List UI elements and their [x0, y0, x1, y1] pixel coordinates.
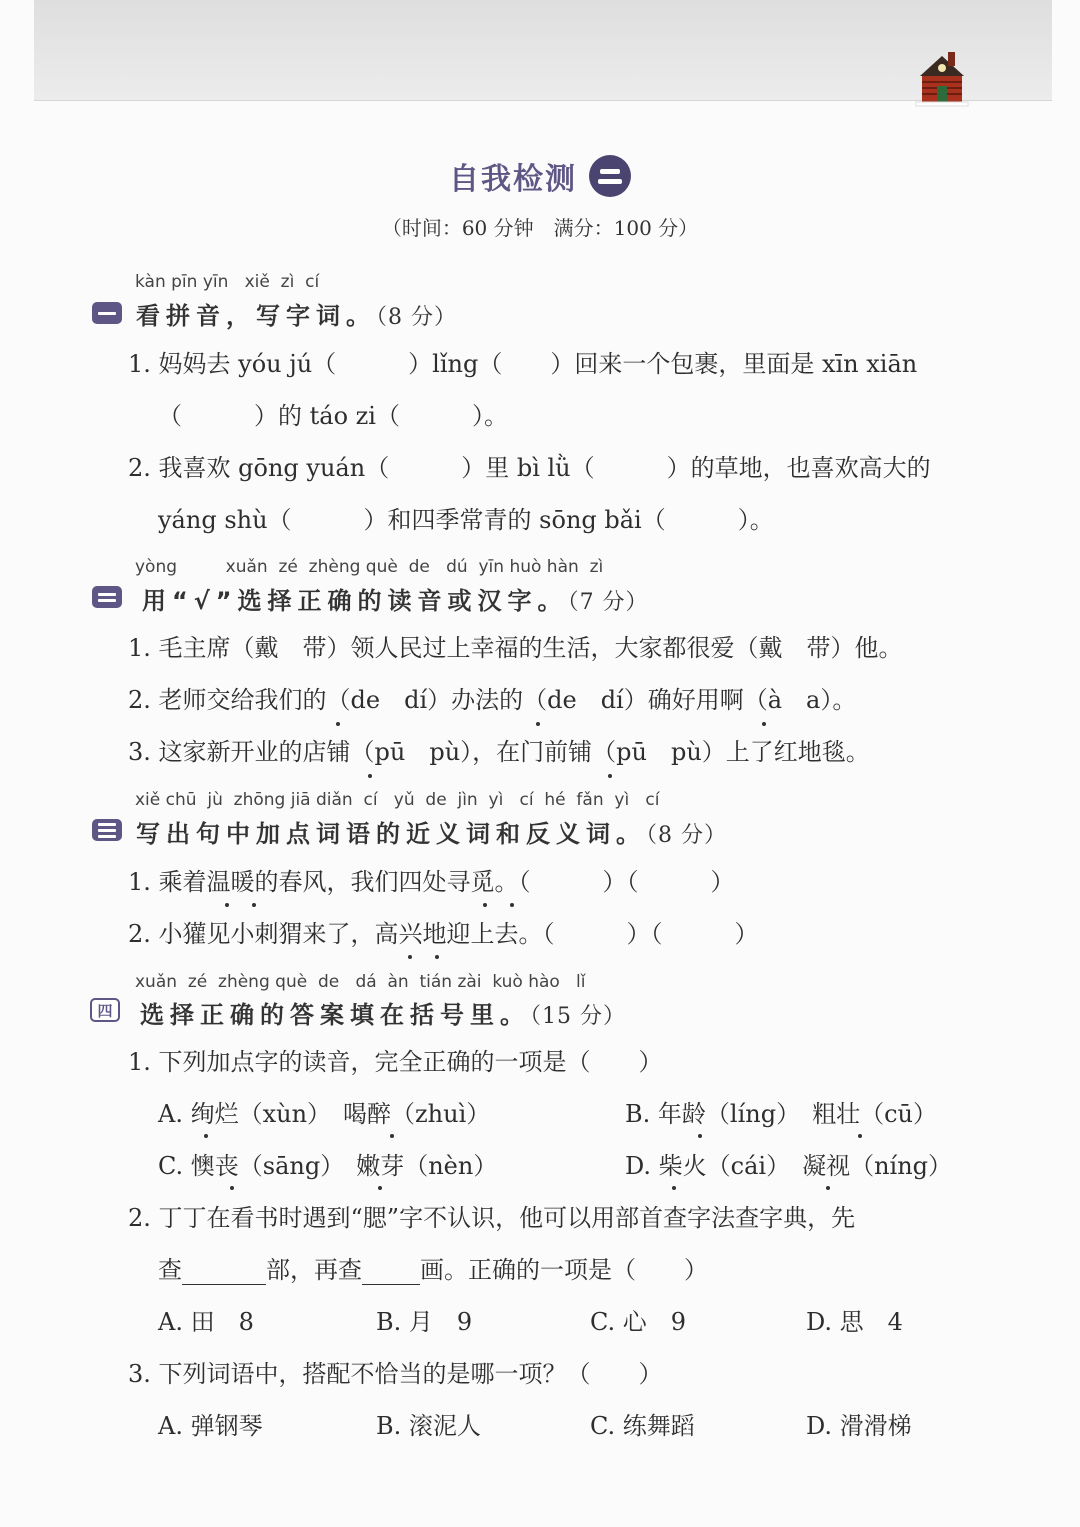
emphasis-dot: [826, 1186, 830, 1190]
s4-q3-option-d: D. 滑滑梯: [806, 1412, 912, 1440]
section2-number-icon: [92, 586, 122, 608]
section4-pinyin: xuǎn zé zhèng què de dá àn tián zài kuò hào lǐ: [135, 972, 586, 992]
s4-q3-option-b: B. 滚泥人: [376, 1412, 481, 1440]
answer-blank[interactable]: [182, 1260, 266, 1285]
emphasis-dot: [390, 1134, 394, 1138]
s2-question-1: 1. 毛主席（戴 带）领人民过上幸福的生活，大家都很爱（戴 带）他。: [128, 634, 903, 662]
emphasis-dot: [536, 722, 540, 726]
header-band: [34, 0, 1052, 101]
s4-q2-option-c: C. 心 9: [590, 1308, 687, 1336]
emphasis-dot: [762, 722, 766, 726]
emphasis-dot: [510, 903, 514, 907]
s2-question-2: 2. 老师交给我们的（de dí）办法的（de dí）确好用啊（à a）。: [128, 686, 857, 714]
s1-question-1-line-2: （ ）的 táo zi（ ）。: [158, 402, 508, 430]
s4-q1-option-b: B. 年龄（líng） 粗壮（cū）: [625, 1100, 937, 1128]
page-title: [0, 150, 1080, 202]
section1-pinyin: kàn pīn yīn xiě zì cí: [135, 272, 320, 292]
section1-heading: 看拼音，写字词。（8 分）: [136, 302, 457, 330]
exam-info: （时间：60 分钟 满分：100 分）: [381, 216, 699, 240]
title-text: 自我检测: [449, 162, 577, 197]
section3-heading: 写出句中加点词语的近义词和反义词。（8 分）: [136, 820, 727, 848]
section3-number-icon: [92, 819, 122, 841]
section2-heading: 用“√”选择正确的读音或汉字。（7 分）: [142, 587, 649, 615]
number-two-badge: [589, 155, 631, 197]
emphasis-dot: [608, 774, 612, 778]
s1-question-1-line-1: 1. 妈妈去 yóu jú（ ）lǐng（ ）回来一个包裹，里面是 xīn xiān: [128, 350, 918, 378]
emphasis-dot: [225, 903, 229, 907]
emphasis-dot: [483, 903, 487, 907]
house-icon: [914, 48, 970, 108]
s4-q3-option-c: C. 练舞蹈: [590, 1412, 695, 1440]
s4-q3-option-a: A. 弹钢琴: [158, 1412, 263, 1440]
emphasis-dot: [408, 955, 412, 959]
emphasis-dot: [230, 1186, 234, 1190]
emphasis-dot: [672, 1186, 676, 1190]
emphasis-dot: [858, 1134, 862, 1138]
s1-question-2-line-1: 2. 我喜欢 gōng yuán（ ）里 bì lǜ（ ）的草地，也喜欢高大的: [128, 454, 931, 482]
s4-question-2-line-1: 2. 丁丁在看书时遇到“腮”字不认识，他可以用部首查字法查字典，先: [128, 1204, 856, 1232]
section4-number-icon: 四: [90, 998, 120, 1022]
emphasis-dot: [378, 1186, 382, 1190]
s4-question-2-line-2: 查 部，再查 画。正确的一项是（ ）: [158, 1256, 708, 1284]
section2-pinyin: yòng xuǎn zé zhèng què de dú yīn huò hàn zì: [135, 557, 604, 577]
answer-blank[interactable]: [362, 1260, 420, 1285]
s4-q1-option-a: A. 绚烂（xùn） 喝醉（zhuì）: [158, 1100, 491, 1128]
s4-question-1: 1. 下列加点字的读音，完全正确的一项是（ ）: [128, 1048, 663, 1076]
s4-question-3: 3. 下列词语中，搭配不恰当的是哪一项？（ ）: [128, 1360, 663, 1388]
s4-q1-option-c: C. 懊丧（sāng） 嫩芽（nèn）: [158, 1152, 498, 1180]
emphasis-dot: [368, 774, 372, 778]
s1-question-2-line-2: yáng shù（ ）和四季常青的 sōng bǎi（ ）。: [158, 506, 774, 534]
section1-number-icon: [92, 302, 122, 324]
s4-q2-option-d: D. 思 4: [806, 1308, 903, 1336]
s4-q1-option-d: D. 柴火（cái） 凝视（níng）: [625, 1152, 953, 1180]
s4-q2-option-b: B. 月 9: [376, 1308, 473, 1336]
emphasis-dot: [435, 955, 439, 959]
s2-question-3: 3. 这家新开业的店铺（pū pù），在门前铺（pū pù）上了红地毯。: [128, 738, 870, 766]
section3-pinyin: xiě chū jù zhōng jiā diǎn cí yǔ de jìn yì cí hé fǎn yì cí: [135, 790, 660, 810]
s3-question-1: 1. 乘着温暖的春风，我们四处寻觅。（ ）（ ）: [128, 868, 735, 896]
emphasis-dot: [336, 722, 340, 726]
s3-question-2: 2. 小獾见小刺猬来了，高兴地迎上去。（ ）（ ）: [128, 920, 759, 948]
section4-heading: 选择正确的答案填在括号里。（15 分）: [140, 1001, 626, 1029]
s4-q2-option-a: A. 田 8: [158, 1308, 254, 1336]
emphasis-dot: [204, 1134, 208, 1138]
emphasis-dot: [698, 1134, 702, 1138]
emphasis-dot: [252, 903, 256, 907]
